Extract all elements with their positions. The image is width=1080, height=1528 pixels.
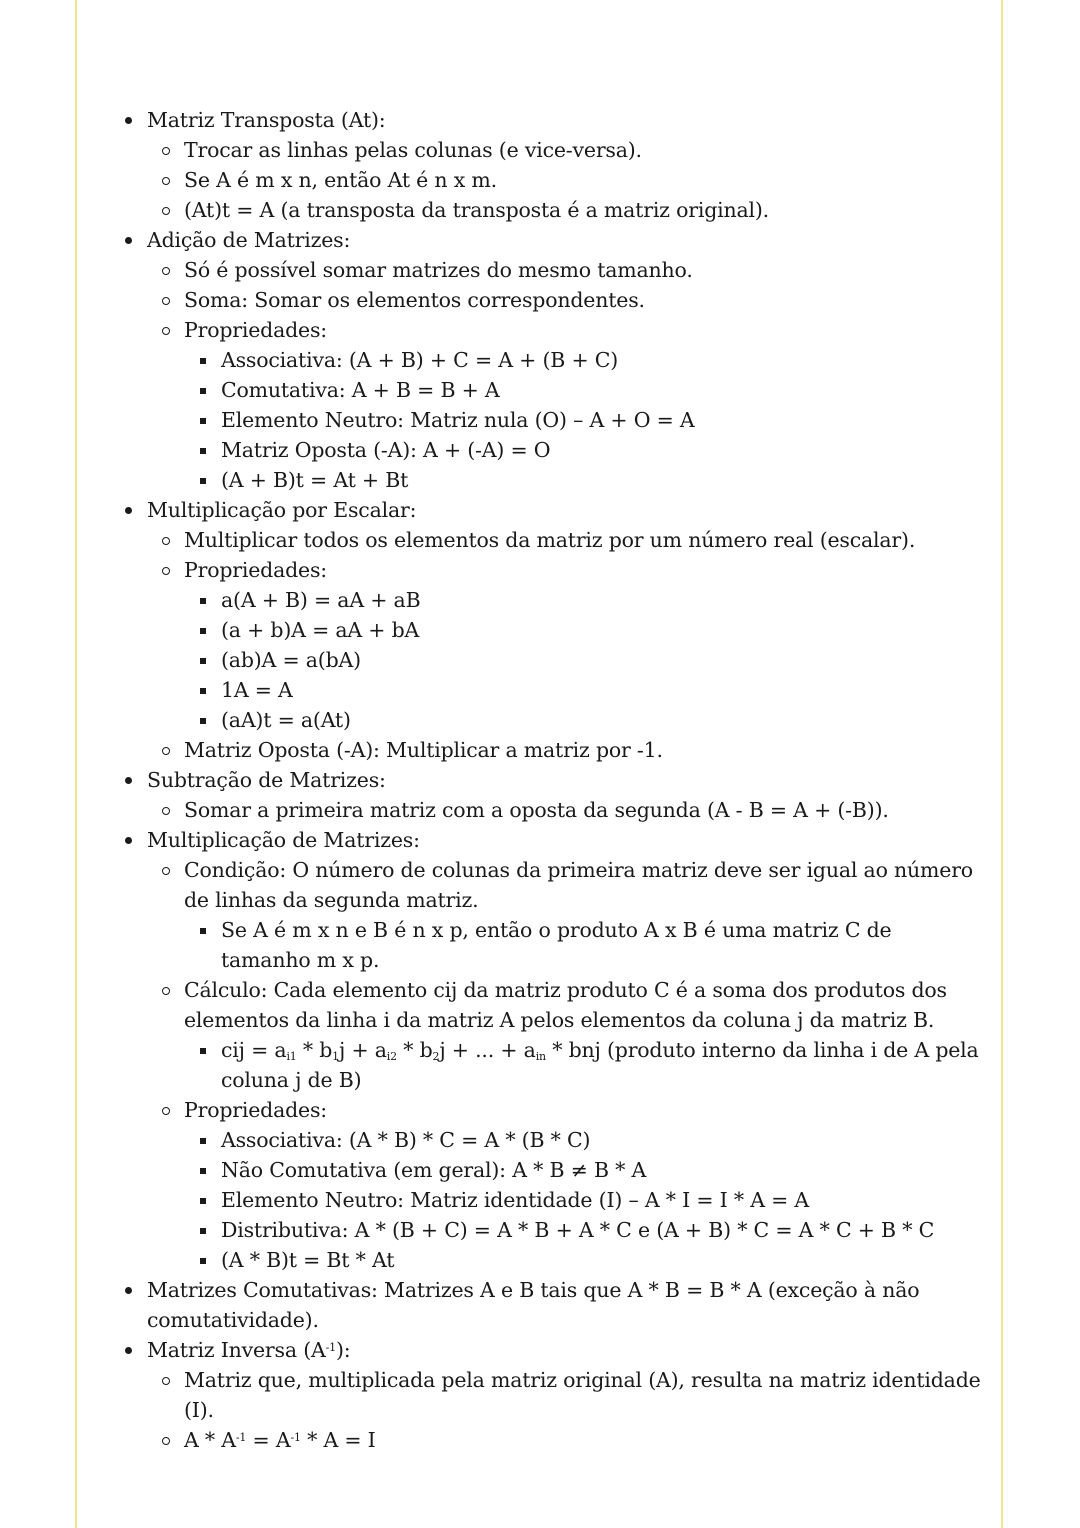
formula-item (184, 1035, 982, 1095)
property-item: 1A = A (184, 675, 982, 705)
property-item: Distributiva: A * (B + C) = A * B + A * C e (A + B) * C = A * C + B * C (184, 1215, 982, 1245)
property-item: (A + B)t = At + Bt (184, 465, 982, 495)
topic-title (147, 1338, 350, 1362)
topic-title: Subtração de Matrizes: (147, 768, 386, 792)
list-item: Matriz Oposta (-A): Multiplicar a matriz por -1. (147, 735, 982, 765)
property-item: Associativa: (A + B) + C = A + (B + C) (184, 345, 982, 375)
condition-item (147, 855, 982, 975)
topic-title: Multiplicação por Escalar: (147, 498, 417, 522)
calculation-text: Cálculo: Cada elemento cij da matriz produto C é a soma dos produtos dos elementos da linha i da matriz A pelos elementos da coluna j da matriz B. (184, 978, 947, 1032)
condition-text: Condição: O número de colunas da primeira matriz deve ser igual ao número de linhas da segunda matriz. (184, 858, 973, 912)
equation-part: A * A (184, 1428, 236, 1452)
equation-superscript: -1 (290, 1431, 301, 1444)
formula-part: j + a (338, 1038, 387, 1062)
property-item: Elemento Neutro: Matriz nula (O) – A + O = A (184, 405, 982, 435)
equation-superscript: -1 (235, 1431, 247, 1444)
properties-label: Propriedades: (184, 558, 327, 582)
property-item: Comutativa: A + B = B + A (184, 375, 982, 405)
formula-subscript: 2 (432, 1050, 440, 1063)
properties-item (147, 555, 982, 735)
page (75, 0, 1003, 1528)
formula-part: * bnj (produto interno da linha i de A pela coluna j de B) (221, 1038, 979, 1092)
topic-comutativas (122, 1275, 982, 1335)
property-item: (A * B)t = Bt * At (184, 1245, 982, 1275)
list-item: (At)t = A (a transposta da transposta é a matriz original). (147, 195, 982, 225)
property-item: (ab)A = a(bA) (184, 645, 982, 675)
properties-label: Propriedades: (184, 318, 327, 342)
list-item: Somar a primeira matriz com a oposta da segunda (A - B = A + (-B)). (147, 795, 982, 825)
formula-part: * b (296, 1038, 333, 1062)
list-item: Se A é m x n e B é n x p, então o produto A x B é uma matriz C de tamanho m x p. (184, 915, 982, 975)
topic-inversa (122, 1335, 982, 1455)
list-item: Trocar as linhas pelas colunas (e vice-versa). (147, 135, 982, 165)
title-superscript: -1 (325, 1341, 336, 1354)
topic-adicao (122, 225, 982, 495)
formula-subscript: in (535, 1050, 546, 1063)
list-item: Soma: Somar os elementos correspondentes. (147, 285, 982, 315)
property-item: (a + b)A = aA + bA (184, 615, 982, 645)
equation-item (147, 1425, 982, 1455)
topic-subtracao (122, 765, 982, 825)
topic-multiplicacao (122, 825, 982, 1275)
properties-label: Propriedades: (184, 1098, 327, 1122)
topic-title: Adição de Matrizes: (147, 228, 351, 252)
list-item: Multiplicar todos os elementos da matriz por um número real (escalar). (147, 525, 982, 555)
property-item: Associativa: (A * B) * C = A * (B * C) (184, 1125, 982, 1155)
list-item: Se A é m x n, então At é n x m. (147, 165, 982, 195)
property-item: Elemento Neutro: Matriz identidade (I) – A * I = I * A = A (184, 1185, 982, 1215)
property-item: Não Comutativa (em geral): A * B ≠ B * A (184, 1155, 982, 1185)
topic-transposta (122, 105, 982, 225)
formula-subscript: i1 (286, 1050, 297, 1063)
formula-subscript: i2 (386, 1050, 397, 1063)
property-item: Matriz Oposta (-A): A + (-A) = O (184, 435, 982, 465)
property-item: a(A + B) = aA + aB (184, 585, 982, 615)
properties-item (147, 315, 982, 495)
title-part: ): (335, 1338, 351, 1362)
formula-subscript: 1 (332, 1050, 339, 1063)
formula-part: j + ... + a (439, 1038, 536, 1062)
equation-part: * A = I (300, 1428, 376, 1452)
list-item: Matriz que, multiplicada pela matriz original (A), resulta na matriz identidade (I). (147, 1365, 982, 1425)
property-item: (aA)t = a(At) (184, 705, 982, 735)
topic-escalar (122, 495, 982, 765)
topic-title: Matrizes Comutativas: Matrizes A e B tais que A * B = B * A (exceção à não comutatividade). (147, 1278, 920, 1332)
properties-item (147, 1095, 982, 1275)
formula-part: * b (396, 1038, 433, 1062)
list-item: Só é possível somar matrizes do mesmo tamanho. (147, 255, 982, 285)
topic-title: Multiplicação de Matrizes: (147, 828, 420, 852)
equation-part: = A (246, 1428, 291, 1452)
notes-content (122, 105, 982, 1455)
outline-list (122, 105, 982, 1455)
topic-title: Matriz Transposta (At): (147, 108, 386, 132)
formula-part: cij = a (221, 1038, 287, 1062)
calculation-item (147, 975, 982, 1095)
title-part: Matriz Inversa (A (147, 1338, 326, 1362)
